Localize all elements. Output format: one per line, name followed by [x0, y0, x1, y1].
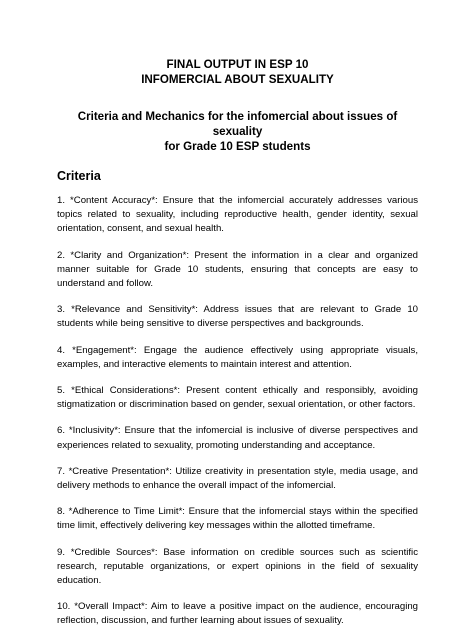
criteria-item-time-limit: 8. *Adherence to Time Limit*: Ensure that the infomercial stays within the specified time limit, effectively delivering key messages within the allotted timeframe. — [57, 506, 418, 532]
criteria-item-clarity-organization: 2. *Clarity and Organization*: Present the information in a clear and organized manner suitable for Grade 10 students, ensuring that concepts are easy to understand and follow. — [57, 249, 418, 290]
subtitle-line-1: Criteria and Mechanics for the infomercial about issues of sexuality — [77, 110, 398, 138]
document-subtitle — [57, 109, 418, 154]
document-title — [57, 57, 418, 87]
criteria-item-relevance-sensitivity: 3. *Relevance and Sensitivity*: Address issues that are relevant to Grade 10 students while being sensitive to diverse perspectives and backgrounds. — [57, 304, 418, 330]
title-line-1: FINAL OUTPUT IN ESP 10 — [166, 58, 309, 71]
criteria-item-overall-impact: 10. *Overall Impact*: Aim to leave a positive impact on the audience, encouraging reflection, discussion, and further learning about issues of sexuality. — [57, 601, 418, 627]
criteria-item-credible-sources: 9. *Credible Sources*: Base information on credible sources such as scientific research, reputable organizations, or expert opinions in the field of sexuality education. — [57, 546, 418, 587]
criteria-item-content-accuracy: 1. *Content Accuracy*: Ensure that the infomercial accurately addresses various topics related to sexuality, including reproductive health, gender identity, sexual orientation, consent, and sexual health. — [57, 195, 418, 235]
criteria-item-inclusivity: 6. *Inclusivity*: Ensure that the infomercial is inclusive of diverse perspectives and experiences related to sexuality, promoting understanding and acceptance. — [57, 425, 418, 451]
criteria-list — [57, 194, 418, 629]
criteria-item-ethical-considerations: 5. *Ethical Considerations*: Present content ethically and responsibly, avoiding stigmatization or discrimination based on gender, sexual orientation, or other factors. — [57, 385, 418, 411]
criteria-item-engagement: 4. *Engagement*: Engage the audience effectively using appropriate visuals, examples, and interactive elements to maintain interest and attention. — [57, 344, 418, 370]
criteria-item-creative-presentation: 7. *Creative Presentation*: Utilize creativity in presentation style, media usage, and delivery methods to enhance the overall impact of the infomercial. — [57, 465, 418, 492]
subtitle-line-2: for Grade 10 ESP students — [164, 140, 311, 153]
title-line-2: INFOMERCIAL ABOUT SEXUALITY — [141, 73, 334, 86]
section-heading-criteria: Criteria — [57, 169, 101, 183]
